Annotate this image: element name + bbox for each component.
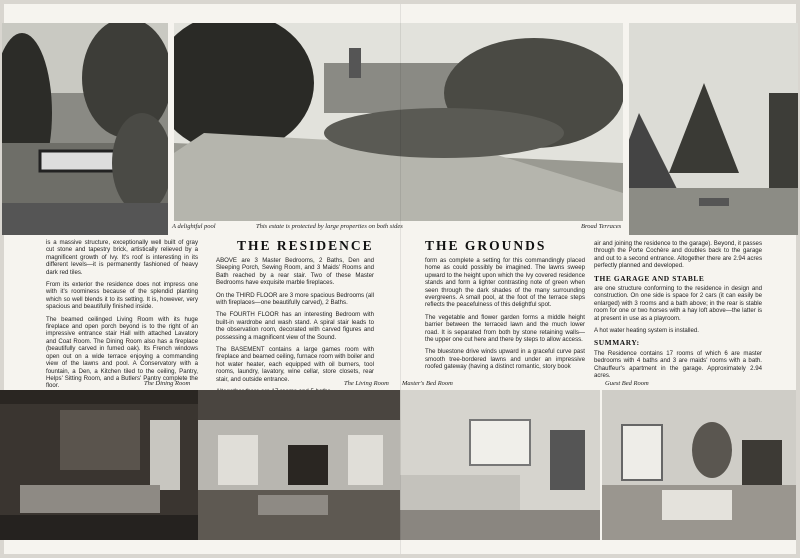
guest-bedroom-photo <box>602 390 796 540</box>
page-fold <box>400 4 401 554</box>
paragraph: The FOURTH FLOOR has an interesting Bedroom with built-in wardrobe and wash stand. A spiral stair leads to the observation room, decorated with carved figures and possessing a magnificent view of the Sound. <box>216 311 374 341</box>
paragraph: is a massive structure, exceptionally well built of gray cut stone and tapestry brick, artistically relieved by a magnificent growth of Ivy. It's roof is interesting in its different levels—it is permanently fashioned of heavy dark red tiles. <box>46 239 198 276</box>
paragraph: From its exterior the residence does not impress one with it's roominess because of the splendid planting which so well blends it to its setting. It is, however, very spacious and beautifully finished inside. <box>46 281 198 311</box>
paragraph: The Residence contains 17 rooms of which 6 are master bedrooms with 4 baths and 3 are maids' rooms with a bath. Chauffeur's apartment in the garage. Approximately 2.94 acres. <box>594 349 762 380</box>
residence-text-column-1 <box>46 239 198 395</box>
caption-guest: Guest Bed Room <box>605 380 649 387</box>
paragraph: The BASEMENT contains a large games room with fireplace and beamed ceiling, furnace room with boiler and hot water heater, each equipped with oil burners, tool rooms, laundry, lavatory, wine cellar, store closets, rear stair, and outside entrance. <box>216 346 374 383</box>
caption-protected: This estate is protected by large properties on both sides <box>256 223 403 230</box>
living-room-photo <box>198 390 400 540</box>
brochure-sheet <box>4 4 796 554</box>
residence-heading: THE RESIDENCE <box>237 238 374 253</box>
paragraph: A hot water heating system is installed. <box>594 327 700 335</box>
paragraph: On the THIRD FLOOR are 3 more spacious Bedrooms (all with fireplaces—one beautifully carved), 2 Baths. <box>216 291 374 307</box>
estate-lawn-photo <box>174 23 623 221</box>
caption-master: Master's Bed Room <box>402 380 453 387</box>
paragraph: air and joining the residence to the garage). Beyond, it passes through the Porte Cochère and doubles back to the garage and out to a second entrance. Altogether there are 2.94 acres perfectly planned and developed. <box>594 240 762 270</box>
paragraph: ABOVE are 3 Master Bedrooms, 2 Baths, Den and Sleeping Porch, Sewing Room, and 3 Maids' Rooms and Bath reached by a rear stair. Two of these Master Bedrooms have exquisite marble fireplaces. <box>216 257 374 287</box>
dining-room-photo <box>0 390 198 540</box>
grounds-text-column-4 <box>594 240 762 385</box>
caption-living: The Living Room <box>344 380 389 387</box>
summary-heading: SUMMARY: <box>594 338 640 348</box>
grounds-text-column-3 <box>425 257 585 376</box>
caption-pool: A delightful pool <box>172 223 216 230</box>
pool-photo <box>2 23 168 235</box>
garage-heading: THE GARAGE AND STABLE <box>594 273 705 283</box>
caption-terraces: Broad Terraces <box>581 223 622 230</box>
terraces-photo <box>629 23 798 235</box>
residence-text-column-2 <box>216 257 374 401</box>
grounds-heading: THE GROUNDS <box>425 238 547 253</box>
paragraph: The bluestone drive winds upward in a graceful curve past smooth tree-bordered lawns and under an impressive roofed gateway (having a distinct romantic, story book <box>425 348 585 371</box>
paragraph: The beamed ceilinged Living Room with its huge fireplace and open porch beyond is to the right of an impressive entrance stair Hall with attached Lavatory and Coat Room. The Dining Room also has a fireplace (beautifully carved in fumed oak). Its French windows open out on a wide terrace enjoying a commanding view of the lawns and pool. A Conservatory with a fountain, a Den, a Kitchen tiled to the ceiling, Pantry, Helps' Sitting Room, and a Butlers' Pantry complete the floor. <box>46 315 198 390</box>
caption-dining: The Dining Room <box>144 380 191 387</box>
paragraph: are one structure conforming to the residence in design and construction. On one side is space for 2 cars (it can easily be enlarged) with 3 rooms and a bath above; in the rear is stable room for one or two horses with a hay loft above—the latter is at present in use as a playroom. <box>594 285 762 322</box>
paragraph: form as complete a setting for this commandingly placed home as could possibly be imagined. The lawns sweep upward to the height upon which the Ivy covered residence stands and form a lighter contrasting note of green when seen through the dark shades of the many surrounding evergreens. A small pool, at the foot of the terrace steps reflects the peacefulness of this delightful spot. <box>425 257 585 309</box>
paragraph: The vegetable and flower garden forms a middle height barrier between the terraced lawn and the much lower road. It is separated from both by stone retaining walls—the upper one cut here and there by steps to allow access. <box>425 313 585 344</box>
master-bedroom-photo <box>400 390 600 540</box>
